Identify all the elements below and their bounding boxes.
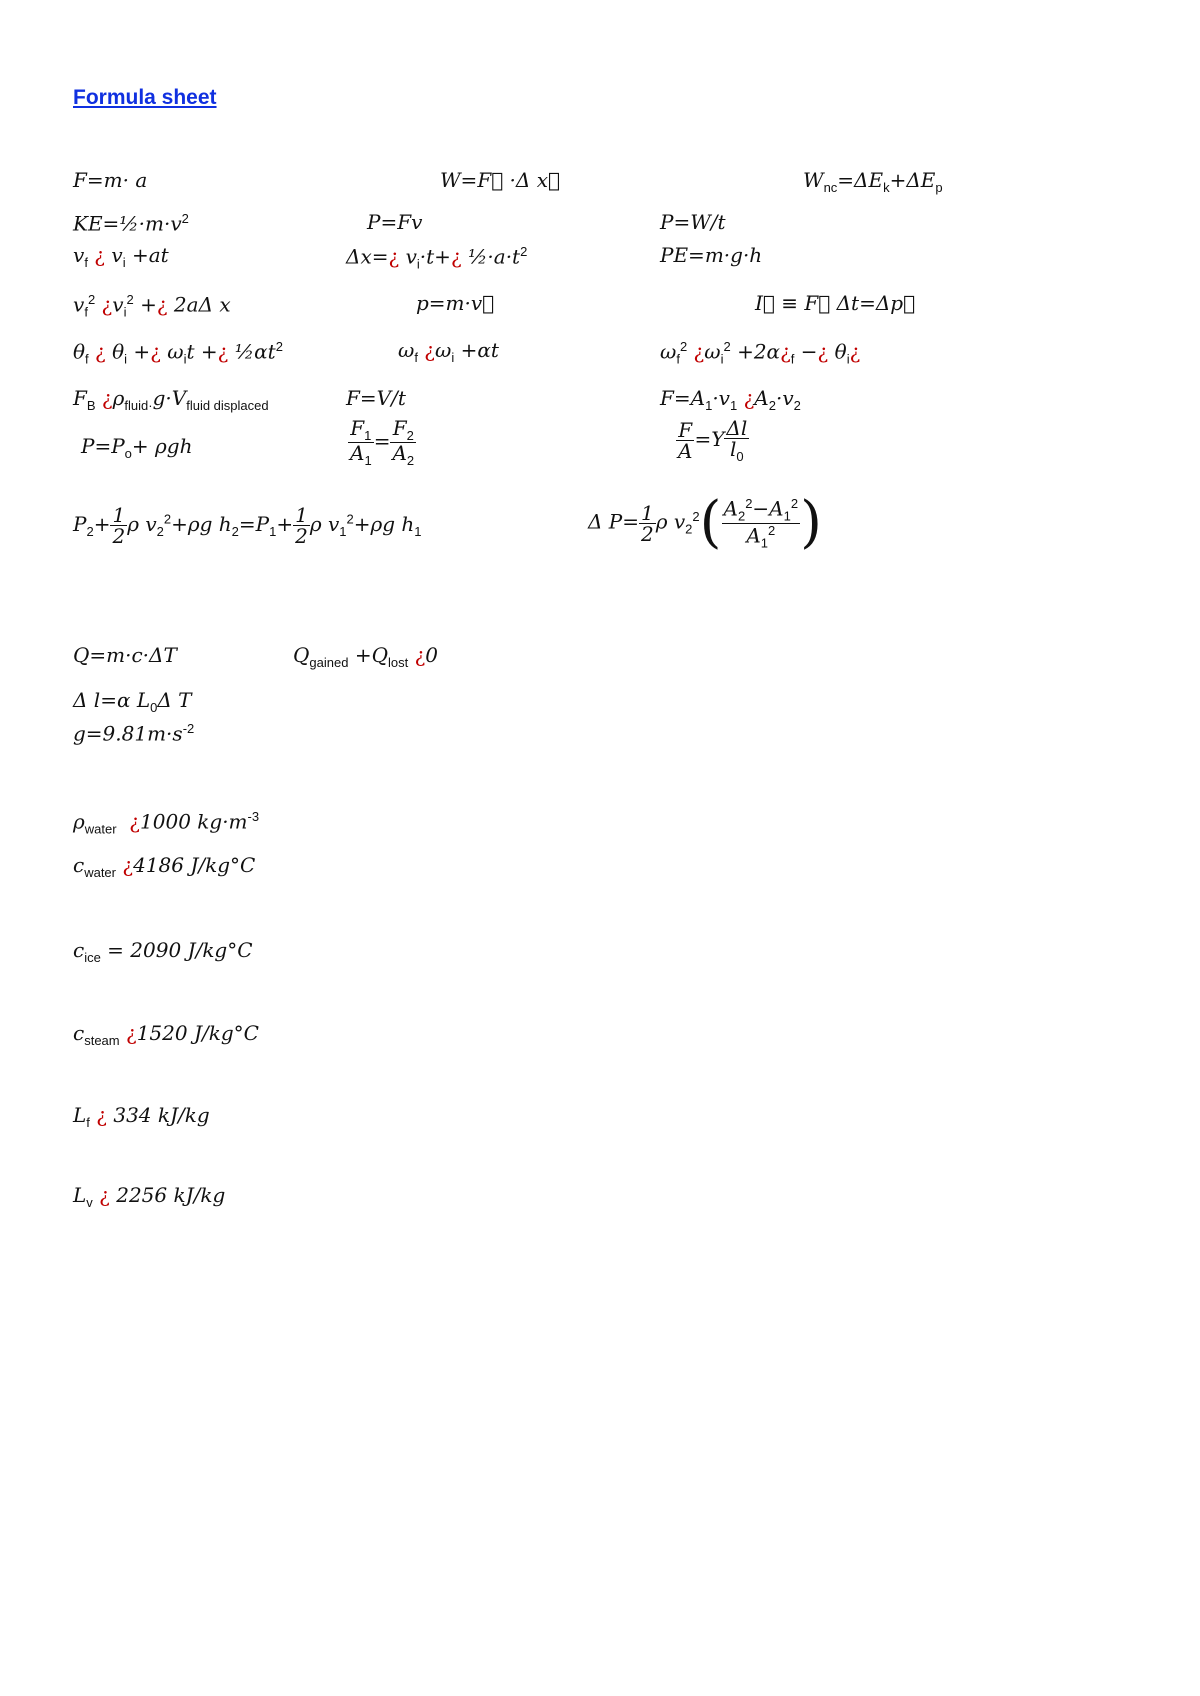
formula-impulse: I⃗ ≡ F⃗ Δt=Δp⃗ [755, 291, 916, 315]
formula-angular-velocity: $\omega_f$ ¿$\omega_i +\alpha t$ [398, 338, 499, 365]
formula-continuity: $F=A_1\cdot v_1$ ¿$A_2\cdot v_2$ [660, 386, 801, 413]
pascal-fraction-2: $\frac{F_2}{A_2}$ [392, 416, 415, 468]
formula-newton-second-law: F=m· a [73, 168, 148, 192]
constant-latent-fusion: $L_f$ ¿ 334 kJ/kg [73, 1103, 210, 1130]
formula-pascal: $\frac{F_1}{A_1}$ = $\frac{F_2}{A_2}$ [350, 416, 415, 468]
formula-momentum: p=m·v⃗ [416, 291, 495, 315]
formula-kinetic-energy: $KE=\frac{1}{2}\cdot m\cdot v^2$ [73, 211, 189, 236]
formula-angular-displacement: $\theta_f$ ¿ $\theta_i$ +¿ $\omega_it$ +¿ $\frac{1}{2}\alpha t^2$ [73, 339, 283, 367]
bernoulli-half-1: $\frac{1}{2}$ [112, 503, 126, 548]
constant-c-steam: $c_{steam}$ ¿1520 J/kg°C [73, 1021, 259, 1048]
formula-bernoulli: $P_2+$ $\frac{1}{2}$ ρ $v_2^2+\rho g$ $h_2=P_1+$ $\frac{1}{2}$ ρ $v_1^2+\rho g$ $h_1$ [73, 503, 422, 548]
pascal-fraction-1: $\frac{F_1}{A_1}$ [350, 416, 372, 468]
constant-latent-vaporization: $L_v$ ¿ 2256 kJ/kg [73, 1183, 226, 1210]
constant-rho-water: $\rho_{water}$ ¿1000 $kg\cdot m^{-3}$ [73, 809, 260, 837]
formula-gravity: $g=9.81m\cdot s^{-2}$ [73, 721, 195, 746]
dp-area-fraction: $\frac{A_2^2-A_1^2}{A_1^2}$ [723, 495, 799, 551]
formula-heat: Q=m·c·ΔT [73, 643, 177, 667]
formula-velocity-squared: $v_f^2$ ¿$v_i^2$ +¿ 2aΔ x [73, 292, 231, 320]
formula-thermal-expansion: Δ l=α $L_0\Delta$ T [73, 688, 192, 715]
formula-displacement: Δx=¿ $v_i\cdot t+¿$ $\frac{1}{2}\cdot a\cdot t^2$ [346, 244, 528, 272]
page-title[interactable]: Formula sheet [73, 86, 217, 109]
young-stress-fraction: $\frac{F}{A}$ [678, 418, 693, 463]
young-strain-fraction: $\frac{\Delta l}{l_0}$ [726, 416, 748, 464]
formula-flow-rate: F=V/t [346, 386, 406, 410]
formula-pressure-difference: Δ P= $\frac{1}{2}$ ρ $v_2^2$( $\frac{A_2^2-A_1^2}{A_1^2}$ ) [588, 490, 822, 555]
bernoulli-half-2: $\frac{1}{2}$ [295, 503, 308, 548]
formula-buoyancy: $F_B$ ¿$\rho_{fluid\cdot}g\cdot V_{fluid displaced}$ [73, 386, 269, 413]
formula-work: W=F⃗ ·Δ x⃗ [440, 168, 560, 192]
formula-youngs-modulus: $\frac{F}{A}$ =Y $\frac{\Delta l}{l_0}$ [678, 416, 748, 464]
formula-power-wt: P=W/t [660, 210, 726, 234]
formula-final-velocity: $v_f$ ¿ $v_i +at$ [73, 243, 169, 270]
constant-c-ice: $c_{ice} = 2090$ J/kg°C [73, 938, 253, 965]
formula-pressure-depth: $P=P_o+ \rho gh$ [81, 434, 193, 461]
dp-half: $\frac{1}{2}$ [641, 500, 654, 546]
formula-potential-energy: PE=m·g·h [660, 243, 763, 267]
constant-c-water: $c_{water}$ ¿4186 J/kg°C [73, 853, 256, 880]
formula-heat-balance: $Q_{gained} +Q_{lost}$ ¿0 [293, 643, 439, 670]
formula-work-nonconservative: $W_{nc}=\Delta E_k+\Delta E_p$ [803, 168, 943, 195]
formula-power-fv: P=Fv [367, 210, 423, 234]
formula-angular-velocity-squared: $\omega_f^2$ ¿$\omega_i^2$ $+2\alpha¿_f$ −¿ $\theta_i¿$ [660, 339, 861, 367]
